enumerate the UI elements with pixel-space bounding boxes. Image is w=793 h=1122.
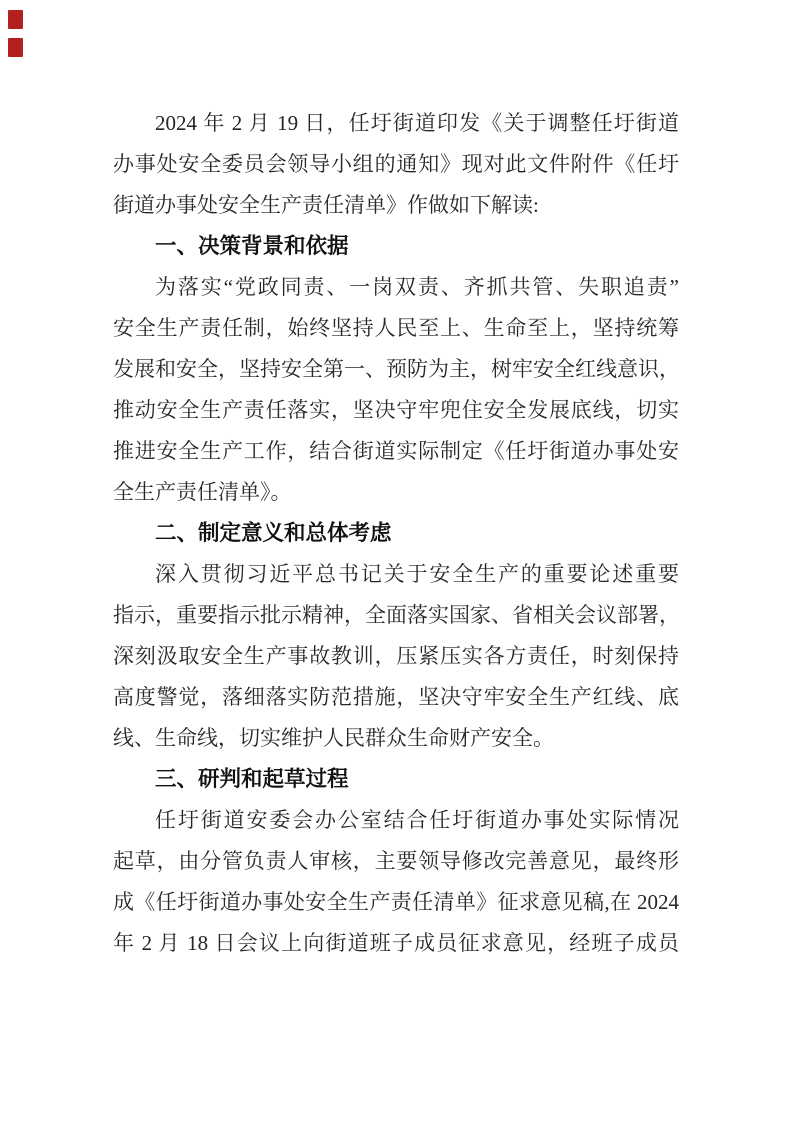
body-text-line: 安全生产责任制，始终坚持人民至上、生命至上，坚持统筹 [113, 316, 679, 340]
body-text-line: 推动安全生产责任落实，坚决守牢兜住安全发展底线，切实 [113, 398, 679, 422]
red-corner-mark [8, 38, 23, 57]
body-text-line: 深入贯彻习近平总书记关于安全生产的重要论述重要 [155, 562, 679, 586]
body-text-line: 年 2 月 18 日会议上向街道班子成员征求意见，经班子成员 [113, 931, 679, 955]
body-text-line: 深刻汲取安全生产事故教训，压紧压实各方责任，时刻保持 [113, 644, 679, 668]
red-corner-mark [8, 10, 23, 29]
body-text-line: 推进安全生产工作，结合街道实际制定《任圩街道办事处安 [113, 439, 679, 463]
document-body [113, 103, 679, 964]
body-text-line: 起草，由分管负责人审核，主要领导修改完善意见，最终形 [113, 849, 679, 873]
body-text-line: 线、生命线，切实维护人民群众生命财产安全。 [113, 726, 554, 750]
body-text-line: 2024 年 2 月 19 日，任圩街道印发《关于调整任圩街道 [155, 111, 679, 135]
body-text-line: 指示，重要指示批示精神，全面落实国家、省相关会议部署， [113, 603, 680, 627]
section-heading: 二、制定意义和总体考虑 [155, 521, 392, 545]
body-text-line: 为落实“党政同责、一岗双责、齐抓共管、失职追责” [155, 275, 679, 299]
body-text-line: 任圩街道安委会办公室结合任圩街道办事处实际情况 [155, 808, 679, 832]
body-text-line: 街道办事处安全生产责任清单》作做如下解读: [113, 193, 539, 217]
section-heading: 一、决策背景和依据 [155, 234, 349, 258]
section-heading: 三、研判和起草过程 [155, 767, 349, 791]
body-text-line: 办事处安全委员会领导小组的通知》现对此文件附件《任圩 [113, 152, 679, 176]
body-text-line: 高度警觉，落细落实防范措施，坚决守牢安全生产红线、底 [113, 685, 679, 709]
body-text-line: 全生产责任清单》。 [113, 480, 292, 504]
body-text-line: 发展和安全，坚持安全第一、预防为主，树牢安全红线意识， [113, 357, 680, 381]
body-text-line: 成《任圩街道办事处安全生产责任清单》征求意见稿,在 2024 [113, 890, 679, 914]
